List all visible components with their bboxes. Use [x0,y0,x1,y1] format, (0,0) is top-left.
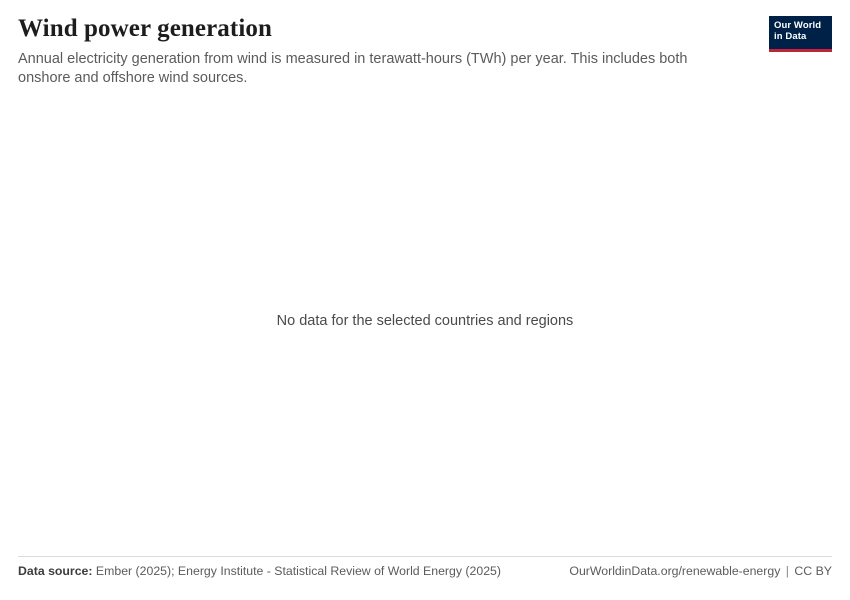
logo-line-two: in Data [774,31,807,42]
data-source-label: Data source: [18,564,93,578]
logo-line-one: Our World [774,20,822,31]
license-link[interactable]: CC BY [794,564,832,578]
chart-subtitle: Annual electricity generation from wind is measured in terawatt-hours (TWh) per year. This includes both onshore and offshore wind sources. [18,51,688,86]
chart-plot-area [18,100,832,542]
chart-header [18,14,832,87]
site-url-link[interactable]: OurWorldinData.org/renewable-energy [569,564,781,578]
data-source [18,564,501,579]
data-source-text: Ember (2025); Energy Institute - Statistical Review of World Energy (2025) [95,564,501,578]
our-world-in-data-logo[interactable] [769,16,832,52]
chart-footer [18,556,832,586]
footer-attribution [569,564,832,579]
page-title: Wind power generation [18,15,272,42]
no-data-message: No data for the selected countries and regions [276,313,574,329]
footer-separator: | [785,564,789,578]
